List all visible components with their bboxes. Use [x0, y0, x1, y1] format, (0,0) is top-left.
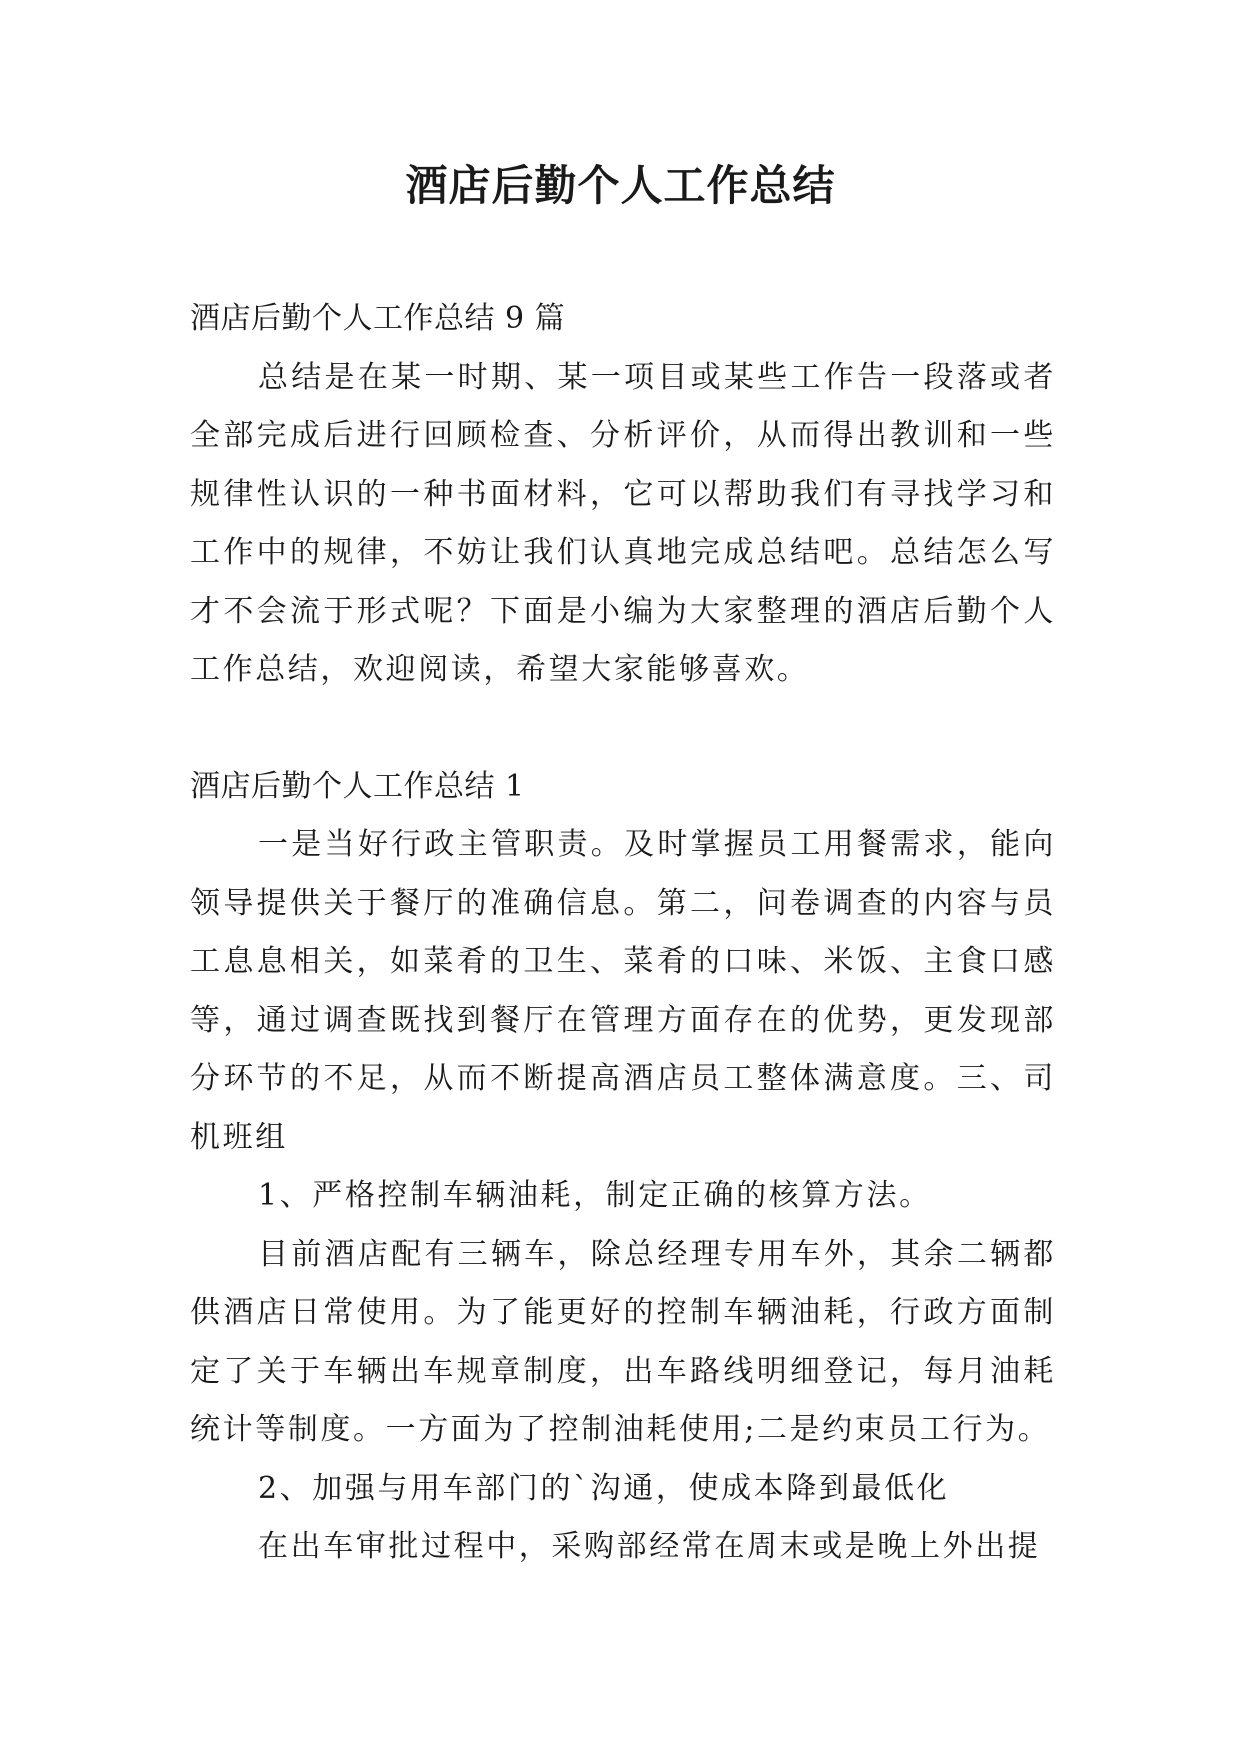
document-subtitle: 酒店后勤个人工作总结 9 篇 — [190, 301, 566, 336]
body-paragraph: 目前酒店配有三辆车，除总经理专用车外，其余二辆都供酒店日常使用。为了能更好的控制车辆油耗，行政方面制定了关于车辆出车规章制度，出车路线明细登记，每月油耗统计等制度。一方面为了控制油耗使用;二是约束员工行为。 — [190, 1236, 1056, 1447]
body-paragraph: 一是当好行政主管职责。及时掌握员工用餐需求，能向领导提供关于餐厅的准确信息。第二，问卷调查的内容与员工息息相关，如菜肴的卫生、菜肴的口味、米饭、主食口感等，通过调查既找到餐厅在管理方面存在的优势，更发现部分环节的不足，从而不断提高酒店员工整体满意度。三、司机班组 — [190, 827, 1056, 1155]
section-heading: 酒店后勤个人工作总结 1 — [190, 768, 525, 804]
body-paragraph: 在出车审批过程中，采购部经常在周末或是晚上外出提 — [258, 1529, 1041, 1564]
body-paragraph: 1、严格控制车辆油耗，制定正确的核算方法。 — [258, 1178, 932, 1213]
document-body — [190, 290, 1056, 1577]
section-spacer — [190, 700, 1056, 758]
body-paragraph: 2、加强与用车部门的`沟通，使成本降到最低化 — [258, 1470, 950, 1506]
intro-paragraph: 总结是在某一时期、某一项目或某些工作告一段落或者全部完成后进行回顾检查、分析评价，从而得出教训和一些规律性认识的一种书面材料，它可以帮助我们有寻找学习和工作中的规律，不妨让我们认真地完成总结吧。总结怎么写才不会流于形式呢？下面是小编为大家整理的酒店后勤个人工作总结，欢迎阅读，希望大家能够喜欢。 — [190, 359, 1056, 687]
document-title: 酒店后勤个人工作总结 — [405, 161, 836, 210]
